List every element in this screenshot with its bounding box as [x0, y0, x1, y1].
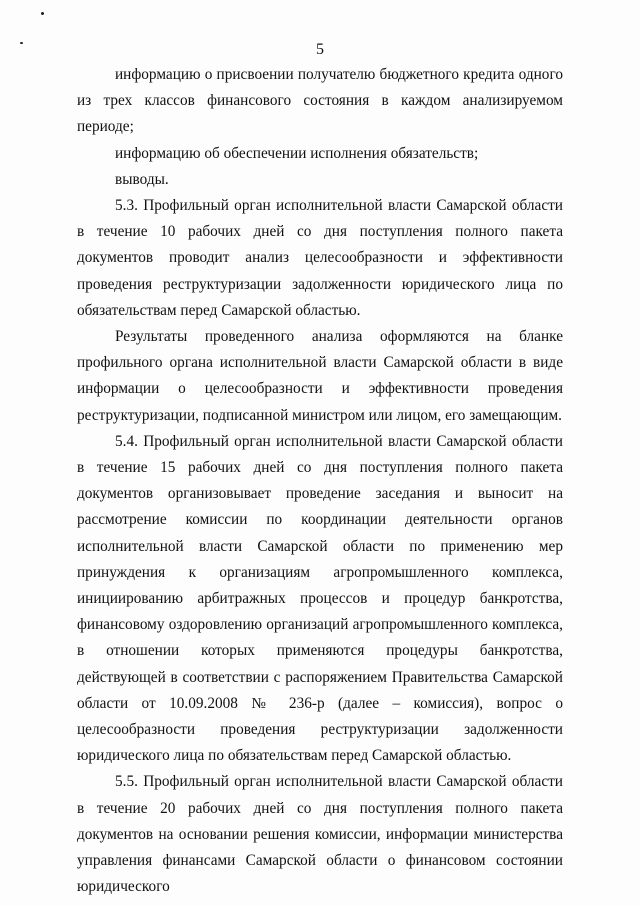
paragraph: Результаты проведенного анализа оформляются на бланке профильного органа исполнительной власти Самарской области в виде информации о целесообразности и эффективности проведения реструктуризации, подписанной министром или лицом, его замещающим. [77, 328, 563, 424]
paragraph: выводы. [115, 170, 169, 188]
document-body [77, 62, 563, 901]
paragraph: информацию об обеспечении исполнения обязательств; [115, 144, 479, 162]
paragraph-5-5: 5.5. Профильный орган исполнительной власти Самарской области в течение 20 рабочих дней со дня поступления полного пакета документов на основании решения комиссии, информации министерства управления финансами Самарской области о финансовом состоянии юридического [77, 773, 563, 896]
paragraph-5-4: 5.4. Профильный орган исполнительной власти Самарской области в течение 15 рабочих дней со дня поступления полного пакета документов организовывает проведение заседания и выносит на рассмотрение комиссии по координации деятельности органов исполнительной власти Самарской области по применению мер принуждения к организациям агропромышленного комплекса, инициированию арбитражных процессов и процедур банкротства, финансовому оздоровлению организаций агропромышленного комплекса, в отношении которых применяются процедуры банкротства, действующей в соответствии с распоряжением Правительства Самарской области от 10.09.2008 № 236-р (далее – комиссия), вопрос о целесообразности проведения реструктуризации задолженности юридического лица по обязательствам перед Самарской областью. [77, 432, 563, 765]
paragraph: информацию о присвоении получателю бюджетного кредита одного из трех классов финансового состояния в каждом анализируемом периоде; [77, 66, 563, 136]
paragraph-5-3: 5.3. Профильный орган исполнительной власти Самарской области в течение 10 рабочих дней со дня поступления полного пакета документов проводит анализ целесообразности и эффективности проведения реструктуризации задолженности юридического лица по обязательствам перед Самарской областью. [77, 197, 563, 319]
page-number: 5 [316, 41, 324, 58]
scan-speck [41, 12, 44, 15]
